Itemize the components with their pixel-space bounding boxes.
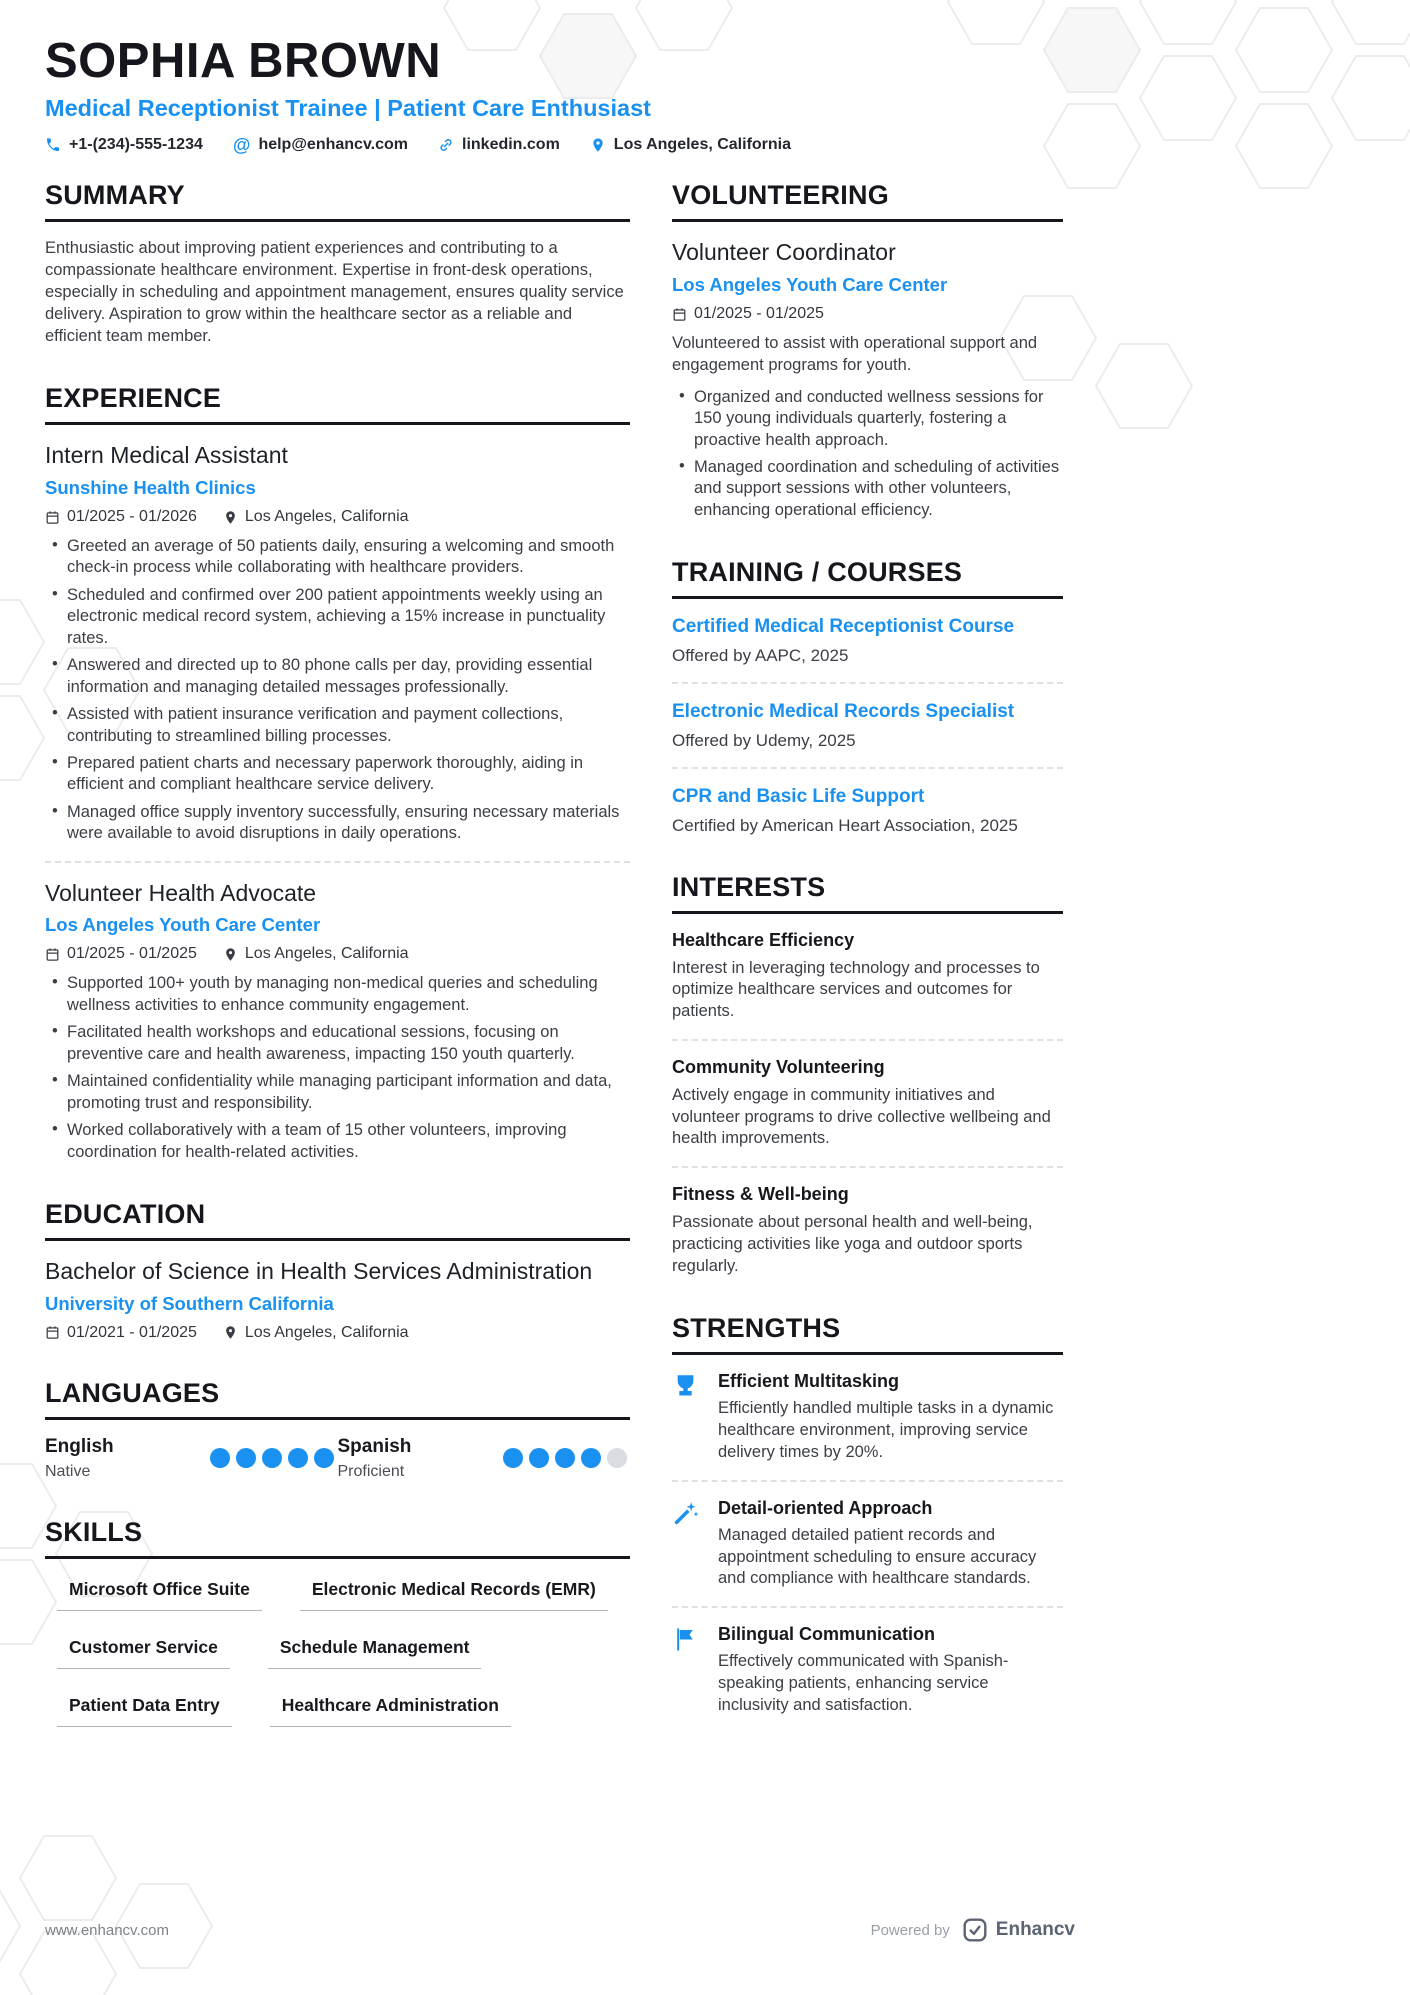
- location-icon: [223, 510, 238, 525]
- contact-email[interactable]: [233, 136, 408, 154]
- course-subtitle: Offered by AAPC, 2025: [672, 646, 849, 666]
- calendar-icon: [45, 947, 60, 962]
- experience-item: [45, 879, 630, 1163]
- job-dates: [45, 508, 197, 526]
- job-location: [223, 945, 409, 963]
- bullet: • Maintained confidentiality while managing participant information and data, promoting trust and responsibility.: [45, 1071, 630, 1114]
- language-level: Proficient: [337, 1462, 405, 1480]
- skill-item: Healthcare Administration: [270, 1691, 511, 1727]
- course-item: [672, 785, 1063, 836]
- candidate-name: SOPHIA BROWN: [45, 34, 442, 88]
- strength-text: Managed detailed patient records and appointment scheduling to ensure accuracy and compliance with healthcare standards.: [718, 1525, 1037, 1588]
- interest-title: Fitness & Well-being: [672, 1184, 849, 1205]
- volunteer-company: Los Angeles Youth Care Center: [672, 274, 948, 296]
- job-role: Intern Medical Assistant: [45, 442, 288, 469]
- skills-heading: SKILLS: [45, 1517, 630, 1559]
- contact-phone-text: +1-(234)-555-1234: [69, 136, 203, 154]
- course-title: CPR and Basic Life Support: [672, 785, 925, 807]
- interest-text: Passionate about personal health and well-being, practicing activities like yoga and outdoor sports regularly.: [672, 1213, 1033, 1275]
- proficiency-dot-filled: [529, 1448, 549, 1468]
- location-icon: [223, 947, 238, 962]
- education-meta: [45, 1324, 630, 1342]
- course-item: [672, 615, 1063, 666]
- contact-email-text: help@enhancv.com: [258, 136, 408, 154]
- interest-title: Healthcare Efficiency: [672, 929, 855, 950]
- language-item: [338, 1436, 631, 1481]
- section-interests: [672, 872, 1063, 1278]
- flag-icon: [672, 1626, 699, 1653]
- section-training: [672, 557, 1063, 835]
- section-languages: [45, 1378, 630, 1481]
- strength-item: [672, 1498, 1063, 1590]
- job-location: [223, 508, 409, 526]
- degree: Bachelor of Science in Health Services Administration: [45, 1257, 593, 1284]
- candidate-headline: Medical Receptionist Trainee | Patient Care Enthusiast: [45, 95, 651, 122]
- proficiency-dot-empty: [607, 1448, 627, 1468]
- summary-heading: SUMMARY: [45, 180, 630, 222]
- summary-text: Enthusiastic about improving patient experiences and contributing to a compassionate healthcare environment. Expertise in front-desk operations, especially in scheduling and appointment management, ensures quality service delivery. Aspiration to grow within the healthcare sector as a reliable and efficient team member.: [45, 239, 624, 345]
- item-divider: [672, 1166, 1063, 1168]
- bullet: • Supported 100+ youth by managing non-medical queries and scheduling wellness activities to enhance community engagement.: [45, 973, 630, 1016]
- language-proficiency-dots: [210, 1448, 334, 1468]
- strength-text: Effectively communicated with Spanish-speaking patients, enhancing service inclusivity and satisfaction.: [718, 1652, 1009, 1714]
- strength-item: [672, 1371, 1063, 1463]
- strength-title: Bilingual Communication: [718, 1624, 936, 1645]
- proficiency-dot-filled: [314, 1448, 334, 1468]
- resume-header: [45, 36, 1410, 154]
- strength-title: Efficient Multitasking: [718, 1371, 900, 1392]
- proficiency-dot-filled: [262, 1448, 282, 1468]
- right-column: [672, 180, 1063, 1752]
- experience-heading: EXPERIENCE: [45, 383, 630, 425]
- education-location-text: Los Angeles, California: [244, 1323, 409, 1341]
- job-location-text: Los Angeles, California: [244, 945, 409, 963]
- language-level: Native: [45, 1462, 91, 1480]
- strength-text: Efficiently handled multiple tasks in a dynamic healthcare environment, improving service delivery times by 20%.: [718, 1399, 1054, 1462]
- proficiency-dot-filled: [503, 1448, 523, 1468]
- item-divider: [672, 767, 1063, 769]
- enhancv-brand-name: Enhancv: [995, 1919, 1075, 1940]
- trophy-icon: [672, 1373, 699, 1400]
- experience-item: [45, 441, 630, 844]
- section-summary: [45, 180, 630, 347]
- item-divider: [672, 1606, 1063, 1608]
- interest-item: [672, 930, 1063, 1023]
- bullet: • Worked collaboratively with a team of 15 other volunteers, improving coordination for health-related activities.: [45, 1120, 630, 1163]
- course-item: [672, 700, 1063, 751]
- section-strengths: [672, 1313, 1063, 1716]
- proficiency-dot-filled: [555, 1448, 575, 1468]
- proficiency-dot-filled: [236, 1448, 256, 1468]
- education-dates: [45, 1324, 197, 1342]
- contact-row: [45, 136, 1410, 154]
- job-bullets: [45, 973, 630, 1163]
- volunteer-bullets: [672, 387, 1063, 522]
- strength-title: Detail-oriented Approach: [718, 1497, 933, 1518]
- training-heading: TRAINING / COURSES: [672, 557, 1063, 599]
- page-footer: [45, 1917, 1075, 1943]
- location-icon: [223, 1325, 238, 1340]
- course-subtitle: Offered by Udemy, 2025: [672, 730, 856, 750]
- interest-text: Interest in leveraging technology and processes to optimize healthcare services and outcomes for patients.: [672, 958, 1040, 1021]
- volunteer-meta: [672, 305, 1063, 323]
- language-name: Spanish: [337, 1435, 412, 1457]
- bullet: • Managed office supply inventory successfully, ensuring necessary materials were available to avoid disruptions in daily operations.: [45, 802, 630, 845]
- language-item: [45, 1436, 338, 1481]
- enhancv-logo-icon: [962, 1917, 988, 1943]
- contact-phone[interactable]: [45, 136, 203, 154]
- volunteering-heading: VOLUNTEERING: [672, 180, 1063, 222]
- bullet: • Greeted an average of 50 patients daily, ensuring a welcoming and smooth check-in process while collaborating with healthcare providers.: [45, 536, 630, 579]
- section-volunteering: [672, 180, 1063, 521]
- job-location-text: Los Angeles, California: [244, 508, 409, 526]
- footer-website-link[interactable]: www.enhancv.com: [45, 1921, 169, 1939]
- left-column: [45, 180, 630, 1762]
- school: University of Southern California: [45, 1292, 334, 1314]
- education-location: [223, 1324, 409, 1342]
- bullet: • Prepared patient charts and necessary paperwork thoroughly, aiding in efficient and compliant healthcare service delivery.: [45, 753, 630, 796]
- link-icon: [438, 137, 454, 153]
- job-dates-text: 01/2025 - 01/2025: [67, 945, 197, 963]
- proficiency-dot-filled: [581, 1448, 601, 1468]
- bullet: • Assisted with patient insurance verification and payment collections, contributing to streamlined billing processes.: [45, 704, 630, 747]
- job-company: Sunshine Health Clinics: [45, 477, 256, 499]
- calendar-icon: [45, 510, 60, 525]
- strengths-heading: STRENGTHS: [672, 1313, 1063, 1355]
- item-divider: [672, 1480, 1063, 1482]
- proficiency-dot-filled: [288, 1448, 308, 1468]
- volunteer-role: Volunteer Coordinator: [672, 239, 896, 266]
- course-subtitle: Certified by American Heart Association, 2025: [672, 815, 1018, 835]
- email-icon: @: [232, 135, 251, 156]
- volunteer-dates-text: 01/2025 - 01/2025: [694, 305, 824, 323]
- section-education: [45, 1199, 630, 1342]
- languages-heading: LANGUAGES: [45, 1378, 630, 1420]
- skill-item: Microsoft Office Suite: [57, 1575, 262, 1611]
- job-meta: [45, 945, 630, 963]
- interest-item: [672, 1057, 1063, 1150]
- course-title: Electronic Medical Records Specialist: [672, 701, 1015, 723]
- language-proficiency-dots: [503, 1448, 627, 1468]
- job-role: Volunteer Health Advocate: [45, 879, 317, 906]
- job-meta: [45, 508, 630, 526]
- item-divider: [672, 1039, 1063, 1041]
- volunteer-description: Volunteered to assist with operational support and engagement programs for youth.: [672, 334, 1038, 374]
- skill-item: Schedule Management: [268, 1633, 482, 1669]
- enhancv-brand-link[interactable]: [962, 1917, 1075, 1943]
- contact-linkedin[interactable]: [438, 136, 560, 154]
- interest-title: Community Volunteering: [672, 1056, 885, 1077]
- section-skills: [45, 1517, 630, 1727]
- interest-text: Actively engage in community initiatives and volunteer programs to drive collective wellbeing and health improvements.: [672, 1085, 1051, 1148]
- proficiency-dot-filled: [210, 1448, 230, 1468]
- calendar-icon: [45, 1325, 60, 1340]
- interests-heading: INTERESTS: [672, 872, 1063, 914]
- calendar-icon: [672, 307, 687, 322]
- contact-link-text: linkedin.com: [462, 136, 560, 154]
- volunteer-dates: [672, 305, 824, 323]
- course-title: Certified Medical Receptionist Course: [672, 616, 1015, 638]
- language-list: [45, 1436, 630, 1481]
- bullet: • Facilitated health workshops and educational sessions, focusing on preventive care and health awareness, impacting 150 youth quarterly.: [45, 1022, 630, 1065]
- bullet: • Organized and conducted wellness sessions for 150 young individuals quarterly, fostering a proactive health approach.: [672, 387, 1063, 451]
- phone-icon: [45, 137, 61, 153]
- skill-list: [45, 1575, 630, 1727]
- interest-item: [672, 1184, 1063, 1277]
- item-divider: [45, 861, 630, 863]
- skill-item: Patient Data Entry: [57, 1691, 232, 1727]
- job-dates-text: 01/2025 - 01/2026: [67, 508, 197, 526]
- contact-location: [590, 136, 791, 154]
- skill-item: Electronic Medical Records (EMR): [300, 1575, 608, 1611]
- wand-icon: [672, 1500, 699, 1527]
- education-heading: EDUCATION: [45, 1199, 630, 1241]
- strength-item: [672, 1624, 1063, 1716]
- item-divider: [672, 682, 1063, 684]
- bullet: • Managed coordination and scheduling of activities and support sessions with other volunteers, enhancing operational efficiency.: [672, 457, 1063, 521]
- job-dates: [45, 945, 197, 963]
- education-dates-text: 01/2021 - 01/2025: [67, 1323, 197, 1341]
- powered-by-label: Powered by: [870, 1921, 950, 1939]
- location-icon: [590, 137, 606, 153]
- job-company: Los Angeles Youth Care Center: [45, 914, 321, 936]
- contact-location-text: Los Angeles, California: [613, 136, 792, 154]
- bullet: • Answered and directed up to 80 phone calls per day, providing essential information and managing detailed messages professionally.: [45, 655, 630, 698]
- bullet: • Scheduled and confirmed over 200 patient appointments weekly using an electronic medical record system, achieving a 15% increase in punctuality rates.: [45, 585, 630, 649]
- job-bullets: [45, 536, 630, 845]
- powered-by: [871, 1917, 1075, 1943]
- language-name: English: [45, 1435, 114, 1457]
- section-experience: [45, 383, 630, 1163]
- skill-item: Customer Service: [57, 1633, 230, 1669]
